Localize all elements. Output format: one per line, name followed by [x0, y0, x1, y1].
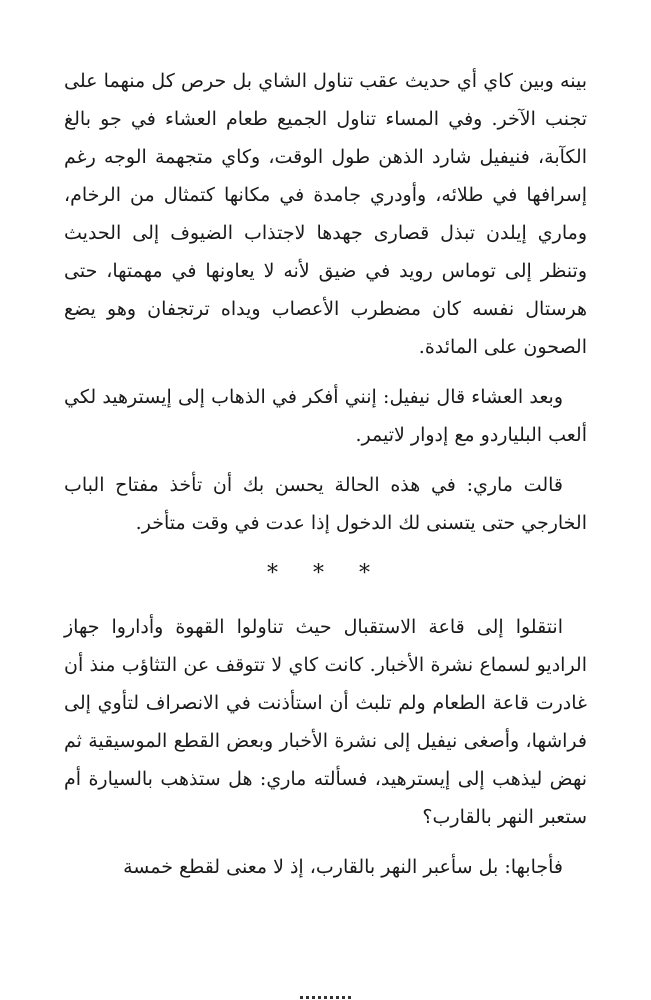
paragraph-neville-billiards: وبعد العشاء قال نيفيل: إنني أفكر في الذهاب إلى إيسترهيد لكي ألعب البلياردو مع إدوار لاتيمر.	[64, 386, 587, 446]
paragraph-reception-room: انتقلوا إلى قاعة الاستقبال حيث تناولوا القهوة وأداروا جهاز الراديو لسماع نشرة الأخبار. كانت كاي لا تتوقف عن التثاؤب منذ أن غادرت قاعة الطعام ولم تلبث أن استأذنت في الانصراف لتأوي إلى فراشها، وأصغى نيفيل إلى نشرة الأخبار وبعض القطع الموسيقية ثم نهض ليذهب إلى إيسترهيد، فسألته ماري: هل ستذهب بالسيارة أم ستعبر النهر بالقارب؟	[64, 616, 587, 828]
paragraph-dinner: بينه وبين كاي أي حديث عقب تناول الشاي بل حرص كل منهما على تجنب الآخر. وفي المساء تناول الجميع طعام العشاء في جو بالغ الكآبة، فنيفيل شارد الذهن طول الوقت، وكاي متجهمة الوجه رغم إسرافها في طلائه، وأودري جامدة في مكانها كتمثال من الرخام، وماري إيلدن تبذل قصارى جهدها لاجتذاب الضيوف إلى الحديث وتنظر إلى توماس رويد في ضيق لأنه لا يعاونها في مهمتها، حتى هرستال نفسه كان مضطرب الأعصاب ويداه ترتجفان وهو يضع الصحون على المائدة.	[64, 70, 587, 358]
paragraph-mary-key: قالت ماري: في هذه الحالة يحسن بك أن تأخذ مفتاح الباب الخارجي حتى يتسنى لك الدخول إذا عدت في وقت متأخر.	[64, 474, 587, 534]
book-page	[64, 62, 587, 898]
paragraph-reply-boat: فأجابها: بل سأعبر النهر بالقارب، إذ لا معنى لقطع خمسة	[123, 856, 563, 878]
section-divider: * * *	[267, 561, 384, 586]
cut-off-line-fragment	[300, 988, 352, 1000]
